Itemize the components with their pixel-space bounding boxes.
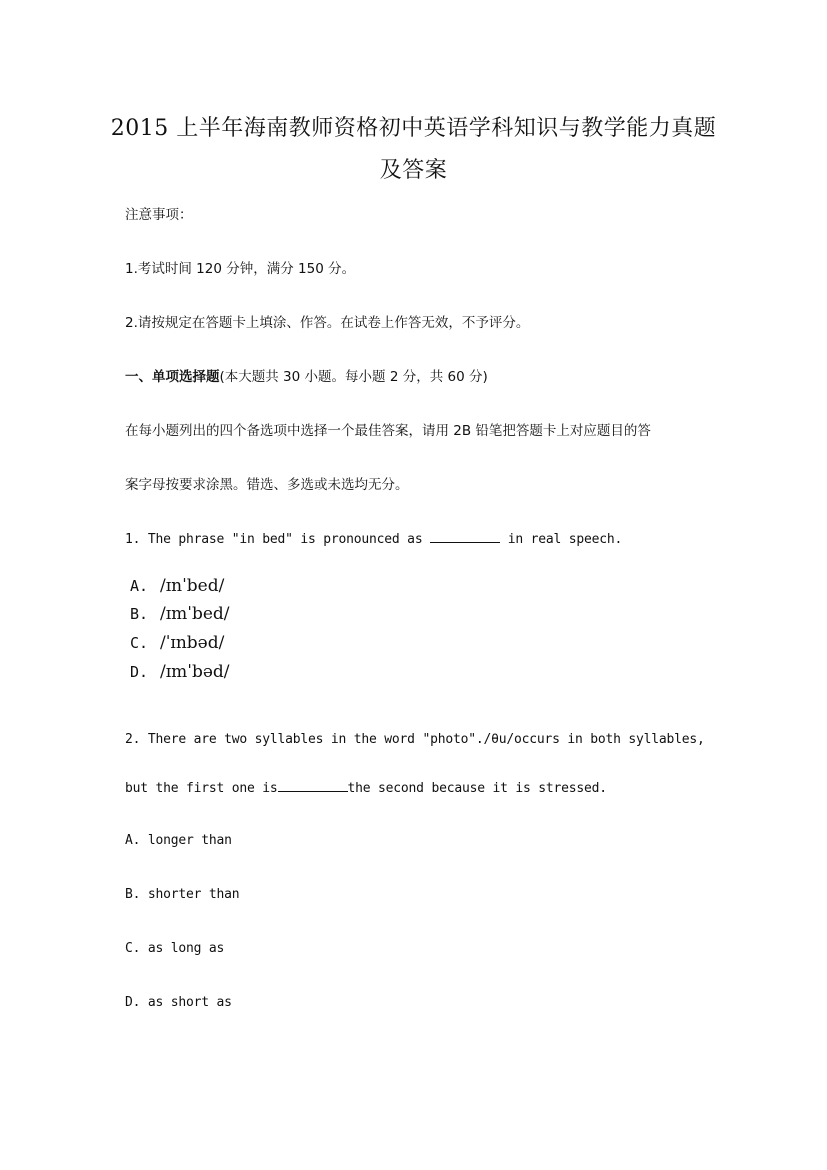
option-letter: A. xyxy=(130,577,149,595)
question-2-line-2-after: the second because it is stressed. xyxy=(347,781,607,796)
question-1-stem-after: in real speech. xyxy=(507,532,623,547)
question-2-option-b: B. shorter than xyxy=(125,887,240,902)
option-letter: B. xyxy=(130,605,149,623)
question-2-option-a: A. longer than xyxy=(125,833,232,848)
question-2-line-1: 2. There are two syllables in the word "photo"./θu/occurs in both syllables, xyxy=(125,732,705,747)
question-2-option-d: D. as short as xyxy=(125,995,232,1010)
question-1-option-b xyxy=(130,604,230,624)
question-1-option-c xyxy=(130,633,224,653)
option-letter: C. xyxy=(130,634,149,652)
question-1-stem-before: 1. The phrase "in bed" is pronounced as xyxy=(125,532,423,547)
option-text: /ɪmˈbed/ xyxy=(160,604,230,624)
question-1-blank xyxy=(430,530,500,543)
section-title-bold: 一、单项选择题 xyxy=(125,369,220,385)
option-text: /ˈɪnbəd/ xyxy=(160,633,225,653)
option-text: /ɪmˈbəd/ xyxy=(160,662,230,682)
question-1-stem xyxy=(125,530,622,547)
question-2-blank xyxy=(278,779,348,792)
notice-item-2: 2.请按规定在答题卡上填涂、作答。在试卷上作答无效，不予评分。 xyxy=(125,315,530,331)
question-1-option-a xyxy=(130,576,224,596)
section-title-rest: (本大题共 30 小题。每小题 2 分，共 60 分) xyxy=(219,369,488,385)
question-2-line-2 xyxy=(125,779,607,796)
section-heading xyxy=(125,365,488,385)
question-2-option-c: C. as long as xyxy=(125,941,225,956)
notice-heading: 注意事项： xyxy=(125,207,193,223)
section-instruction-line-1: 在每小题列出的四个备选项中选择一个最佳答案，请用 2B 铅笔把答题卡上对应题目的答 xyxy=(125,423,651,439)
question-1-option-d xyxy=(130,662,230,682)
notice-item-1: 1.考试时间 120 分钟，满分 150 分。 xyxy=(125,261,356,277)
page-title: 2015 上半年海南教师资格初中英语学科知识与教学能力真题及答案 xyxy=(110,116,717,183)
option-text: /ɪnˈbed/ xyxy=(160,576,225,596)
question-2-line-2-before: but the first one is xyxy=(125,781,278,796)
option-letter: D. xyxy=(130,663,149,681)
section-instruction-line-2: 案字母按要求涂黑。错选、多选或未选均无分。 xyxy=(125,477,409,493)
